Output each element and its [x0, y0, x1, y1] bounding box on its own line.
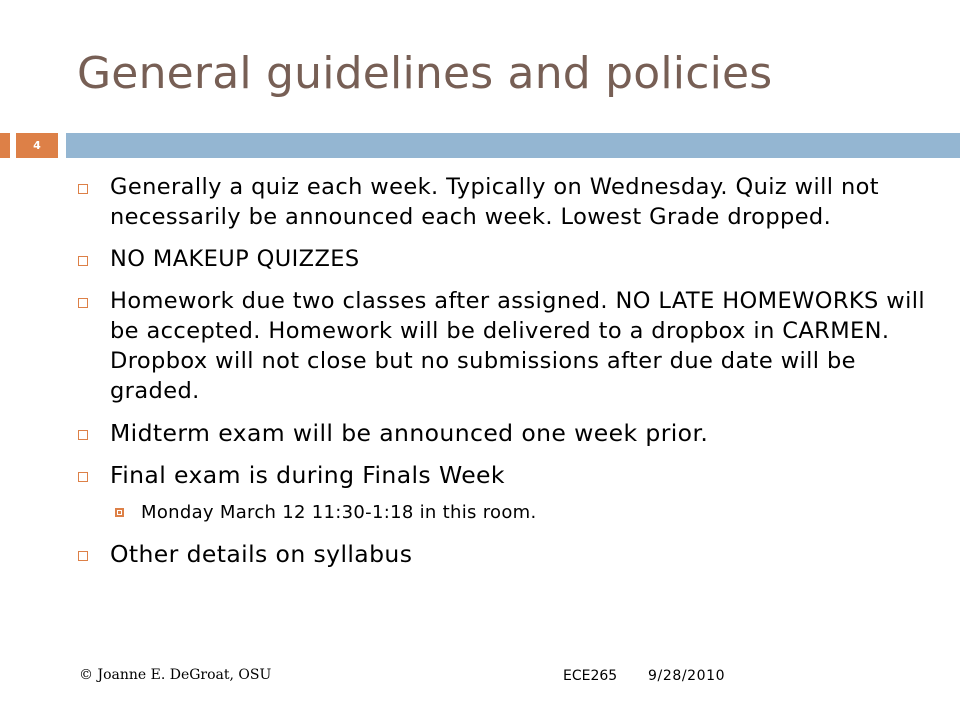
list-item	[74, 418, 934, 448]
list-item-text: Final exam is during Finals Week	[110, 461, 505, 489]
square-bullet-icon	[78, 472, 88, 482]
bullet-list	[74, 172, 934, 581]
sub-list-item	[115, 500, 934, 525]
list-item	[74, 244, 934, 274]
list-item-text: Generally a quiz each week. Typically on Wednesday. Quiz will not necessarily be announced each week. Lowest Grade dropped.	[110, 174, 880, 230]
square-bullet-icon	[78, 298, 88, 308]
list-item-text: Midterm exam will be announced one week prior.	[110, 419, 709, 447]
sub-list-item-text: Monday March 12 11:30-1:18 in this room.	[141, 502, 537, 523]
footer-date: 9/28/2010	[648, 668, 726, 684]
filled-square-bullet-icon	[115, 508, 124, 517]
slide-title: General guidelines and policies	[77, 48, 773, 99]
square-bullet-icon	[78, 430, 88, 440]
list-item-text: Other details on syllabus	[110, 540, 413, 568]
slide-number: 4	[16, 133, 58, 158]
list-item	[74, 172, 934, 232]
square-bullet-icon	[78, 256, 88, 266]
list-item	[74, 286, 934, 406]
footer-course: ECE265	[563, 668, 618, 684]
header-accent-bar-right	[66, 133, 960, 158]
square-bullet-icon	[78, 184, 88, 194]
header-accent-bar-left	[0, 133, 10, 158]
square-bullet-icon	[78, 551, 88, 561]
list-item	[74, 460, 934, 490]
list-item-text: NO MAKEUP QUIZZES	[110, 246, 360, 272]
list-item-text: Homework due two classes after assigned. NO LATE HOMEWORKS will be accepted. Homework will be delivered to a dropbox in CARMEN. Dropbox will not close but no submissions after due date will be graded.	[110, 288, 926, 404]
footer-copyright: © Joanne E. DeGroat, OSU	[79, 667, 272, 683]
list-item	[74, 539, 934, 569]
